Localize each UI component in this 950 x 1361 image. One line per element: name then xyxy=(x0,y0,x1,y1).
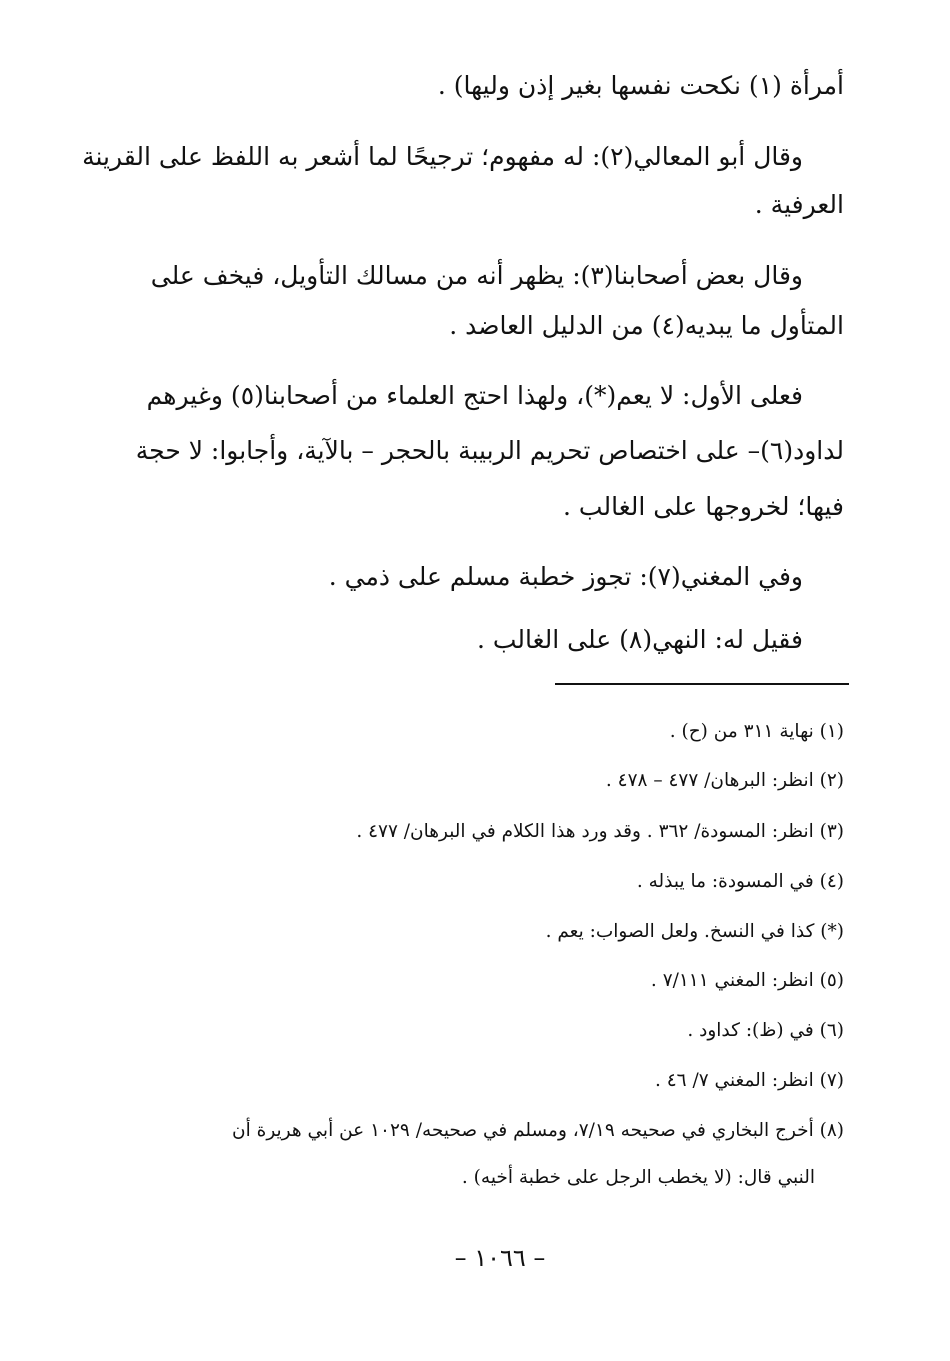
footnote: (١) نهاية ٣١١ من (ح) . xyxy=(669,721,844,742)
footnote: (٢) انظر: البرهان/ ٤٧٧ – ٤٧٨ . xyxy=(605,770,844,791)
page-number: – ١٠٦٦ – xyxy=(454,1244,546,1272)
text-line: وقال بعض أصحابنا(٣): يظهر أنه من مسالك التأويل، فيخف على xyxy=(150,261,803,290)
footnote: (٣) انظر: المسودة/ ٣٦٢ . وقد ورد هذا الكلام في البرهان/ ٤٧٧ . xyxy=(356,821,844,842)
text-line: فيها؛ لخروجها على الغالب . xyxy=(563,492,844,521)
text-line: وقال أبو المعالي(٢): له مفهوم؛ ترجيحًا لما أشعر به اللفظ على القرينة xyxy=(82,142,803,171)
footnote-separator xyxy=(555,683,849,685)
footnote: (٤) في المسودة: ما يبذله . xyxy=(636,871,844,892)
footnote: (*) كذا في النسخ. ولعل الصواب: يعم . xyxy=(545,921,844,942)
text-line: فعلى الأول: لا يعم(*)، ولهذا احتج العلماء من أصحابنا(٥) وغيرهم xyxy=(146,381,803,410)
footnote: النبي قال: (لا يخطب الرجل على خطبة أخيه) . xyxy=(461,1167,815,1188)
text-line: لداود(٦)– على اختصاص تحريم الربيبة بالحجر – بالآية، وأجابوا: لا حجة xyxy=(135,436,844,465)
footnote: (٥) انظر: المغني ٧/١١١ . xyxy=(650,970,844,991)
footnote: (٦) في (ظ): كداود . xyxy=(687,1020,844,1041)
text-line: المتأول ما يبديه(٤) من الدليل العاضد . xyxy=(449,311,844,340)
text-line: العرفية . xyxy=(754,190,844,219)
footnote: (٧) انظر: المغني ٧/ ٤٦ . xyxy=(654,1070,844,1091)
footnote: (٨) أخرج البخاري في صحيحه ٧/١٩، ومسلم في صحيحه/ ١٠٢٩ عن أبي هريرة أن xyxy=(232,1120,844,1141)
text-line: فقيل له: النهي(٨) على الغالب . xyxy=(476,625,803,654)
text-line: أمرأة (١) نكحت نفسها بغير إذن وليها) . xyxy=(437,71,844,100)
text-line: وفي المغني(٧): تجوز خطبة مسلم على ذمي . xyxy=(328,562,803,591)
